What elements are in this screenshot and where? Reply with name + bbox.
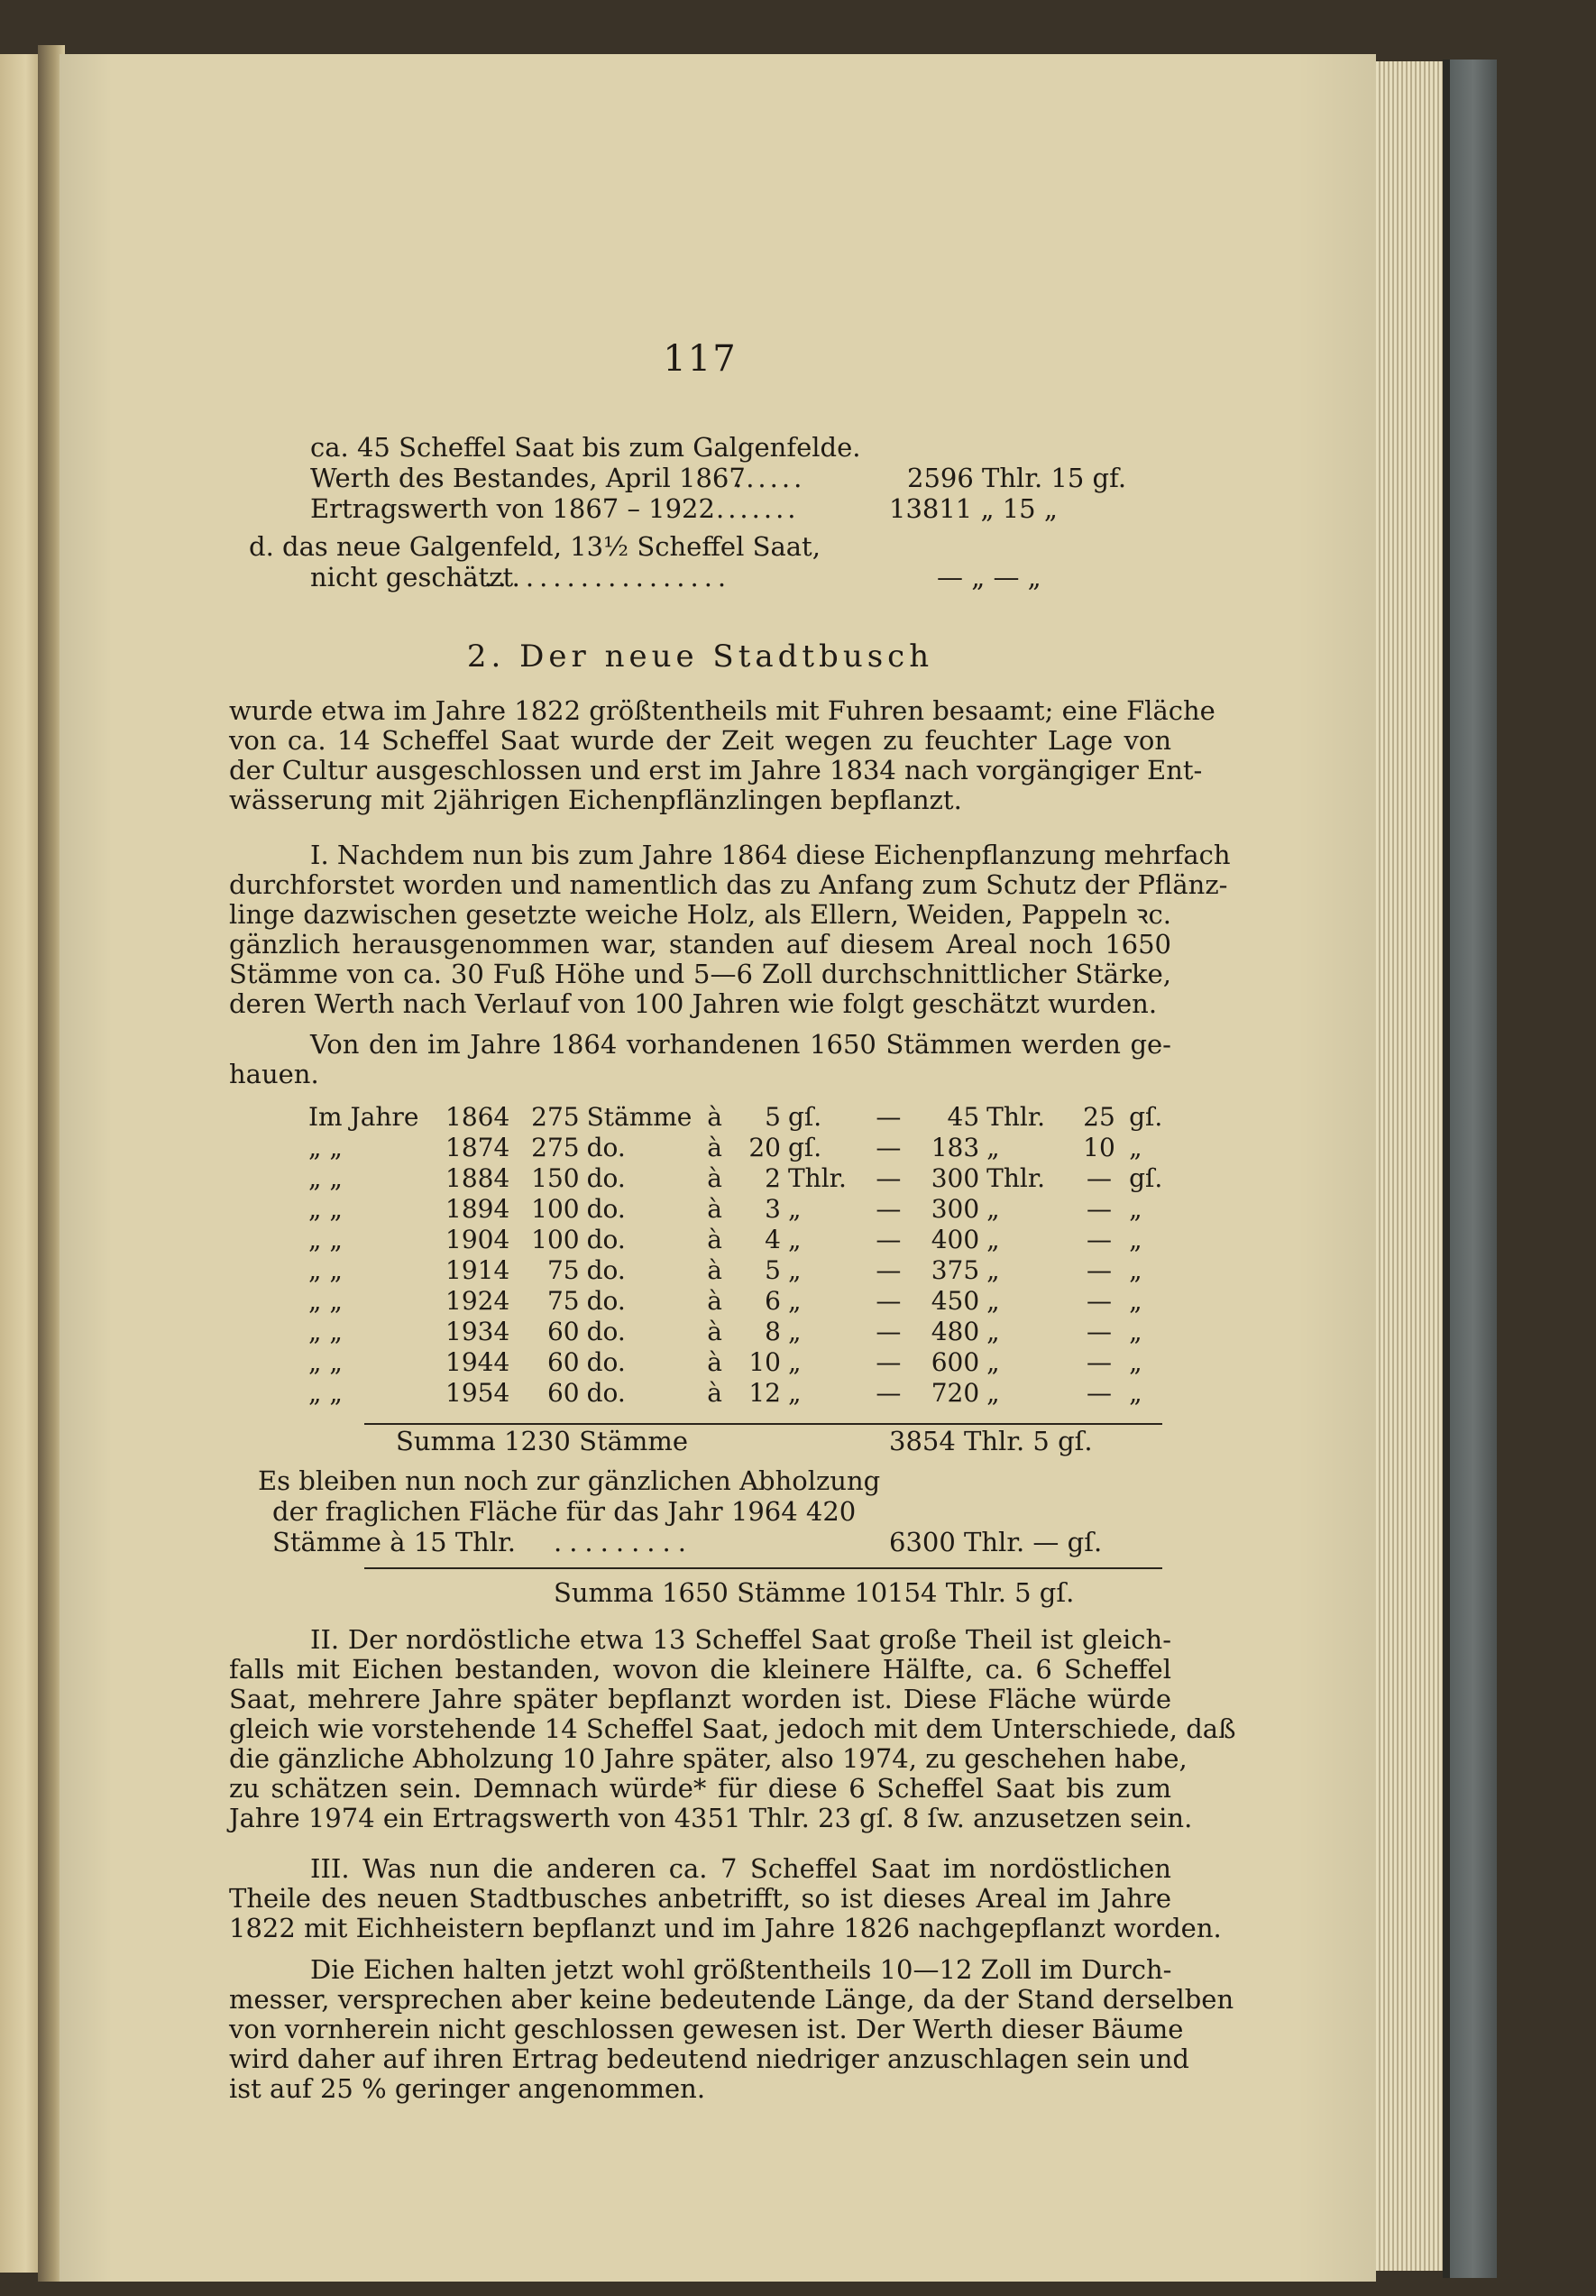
table-cell: à (707, 1102, 722, 1132)
paragraph-section-1b-first (310, 1030, 1171, 1060)
summa-value: 3854 Thlr. 5 gſ. (889, 1426, 1093, 1456)
remain-line: der fraglichen Fläche für das Jahr 1964 420 (272, 1496, 857, 1527)
entry-label: Ertragswerth von 1867 – 1922 (310, 493, 715, 524)
table-cell: „ (1129, 1194, 1142, 1224)
text-line: I. Nachdem nun bis zum Jahre 1864 diese Eichenpflanzung mehrfach (310, 840, 1231, 870)
table-cell: „ „ (308, 1225, 343, 1254)
table-cell: 45 (947, 1102, 980, 1132)
text-line: messer, versprechen aber keine bedeutende Länge, da der Stand derselben (229, 1984, 1234, 2015)
table-cell: — (876, 1194, 902, 1224)
text-line: von ca. 14 Scheffel Saat wurde der Zeit wegen zu feuchter Lage von (229, 725, 1171, 756)
facing-page-edge (0, 54, 43, 2273)
text-line: ist auf 25 % geringer angenommen. (229, 2073, 706, 2104)
table-cell: 720 (931, 1378, 980, 1408)
text-line: Stämme von ca. 30 Fuß Höhe und 5—6 Zoll durchschnittlicher Stärke, (229, 959, 1171, 989)
table-row (308, 1163, 1171, 1194)
paragraph-section-1-first (310, 840, 1231, 870)
paragraph-section-4-first (310, 1955, 1171, 1985)
table-cell: 1954 (445, 1378, 510, 1408)
text-line: durchforstet worden und namentlich das zu Anfang zum Schutz der Pflänz- (229, 869, 1228, 900)
section-heading: 2. Der neue Stadtbusch (466, 638, 934, 675)
page-number: 117 (663, 338, 738, 380)
paragraph-section-4 (229, 1984, 1234, 2104)
table-cell: Thlr. (986, 1102, 1046, 1132)
text-line: Die Eichen halten jetzt wohl größtentheils 10—12 Zoll im Durch- (310, 1954, 1172, 1985)
table-cell: „ (1129, 1255, 1142, 1285)
text-line: II. Der nordöstliche etwa 13 Scheffel Saat große Theil ist gleich- (310, 1624, 1171, 1655)
table-cell: 5 (765, 1102, 781, 1132)
table-cell: 1894 (445, 1194, 510, 1224)
table-cell: — (876, 1378, 902, 1408)
table-cell: „ „ (308, 1163, 343, 1193)
table-cell: „ (788, 1317, 802, 1346)
table-cell: „ (986, 1378, 1000, 1408)
text-line: Saat, mehrere Jahre später bepflanzt worden ist. Diese Fläche würde (229, 1684, 1171, 1714)
table-cell: 100 (531, 1194, 580, 1224)
table-cell: do. (586, 1286, 626, 1316)
table-cell: 450 (931, 1286, 980, 1316)
entry-label: Werth des Bestandes, April 1867 (310, 463, 746, 493)
table-cell: — (876, 1347, 902, 1377)
table-row (308, 1194, 1171, 1225)
sum-rule (364, 1423, 1162, 1425)
remain-label: Stämme à 15 Thlr. (272, 1527, 517, 1557)
table-cell: gſ. (1129, 1163, 1163, 1193)
entry-value: — „ — „ (937, 562, 1041, 592)
table-cell: „ (986, 1133, 1000, 1162)
table-cell: — (876, 1133, 902, 1162)
table-cell: gſ. (1129, 1102, 1163, 1132)
table-cell: Im Jahre (308, 1102, 419, 1132)
table-cell: do. (586, 1317, 626, 1346)
text-line: Theile des neuen Stadtbusches anbetrifft, so ist dieses Areal im Jahre (229, 1883, 1171, 1914)
text-line: wurde etwa im Jahre 1822 größtentheils mit Fuhren besaamt; eine Fläche (229, 695, 1215, 726)
entry-line: d. das neue Galgenfeld, 13½ Scheffel Saat, (249, 531, 821, 562)
table-cell: 300 (931, 1163, 980, 1193)
table-cell: 75 (546, 1255, 580, 1285)
table-cell: „ (1129, 1317, 1142, 1346)
table-cell: 75 (546, 1286, 580, 1316)
table-cell: 25 (1083, 1102, 1115, 1132)
table-cell: 3 (765, 1194, 781, 1224)
table-cell: — (876, 1225, 902, 1254)
table-cell: — (1086, 1347, 1112, 1377)
entry-line: ca. 45 Scheffel Saat bis zum Galgenfelde. (310, 432, 861, 463)
text-line: deren Werth nach Verlauf von 100 Jahren wie folgt geschätzt wurden. (229, 988, 1158, 1019)
table-cell: „ „ (308, 1194, 343, 1224)
table-row (308, 1347, 1171, 1378)
table-cell: 1944 (445, 1347, 510, 1377)
table-cell: à (707, 1317, 722, 1346)
paragraph-section-1b (229, 1060, 1171, 1089)
table-cell: — (876, 1317, 902, 1346)
table-row (308, 1317, 1171, 1347)
table-cell: „ (1129, 1225, 1142, 1254)
table-cell: do. (586, 1194, 626, 1224)
table-cell: 100 (531, 1225, 580, 1254)
table-cell: 600 (931, 1347, 980, 1377)
text-line: 1822 mit Eichheistern bepflanzt und im Jahre 1826 nachgepflanzt worden. (229, 1913, 1222, 1943)
table-cell: 480 (931, 1317, 980, 1346)
table-cell: — (1086, 1378, 1112, 1408)
table-cell: 10 (748, 1347, 781, 1377)
table-cell: 1914 (445, 1255, 510, 1285)
table-cell: 183 (931, 1133, 980, 1162)
table-cell: 60 (546, 1347, 580, 1377)
table-cell: 6 (765, 1286, 781, 1316)
table-cell: à (707, 1133, 722, 1162)
remain-value: 6300 Thlr. — gſ. (889, 1527, 1103, 1557)
table-cell: à (707, 1378, 722, 1408)
table-cell: „ (788, 1255, 802, 1285)
felling-table (308, 1102, 1171, 1409)
paragraph-intro (229, 695, 1215, 815)
text-line: von vornherein nicht geschlossen gewesen ist. Der Werth dieser Bäume (229, 2014, 1184, 2044)
table-cell: — (1086, 1317, 1112, 1346)
table-cell: 1904 (445, 1225, 510, 1254)
summa-total: Summa 1650 Stämme 10154 Thlr. 5 gſ. (554, 1577, 1075, 1608)
text-line: hauen. (229, 1059, 319, 1089)
table-cell: à (707, 1194, 722, 1224)
table-cell: 60 (546, 1378, 580, 1408)
table-cell: „ (986, 1347, 1000, 1377)
table-cell: à (707, 1225, 722, 1254)
table-row (308, 1133, 1171, 1163)
table-cell: 375 (931, 1255, 980, 1285)
table-cell: à (707, 1163, 722, 1193)
table-cell: „ „ (308, 1378, 343, 1408)
text-line: falls mit Eichen bestanden, wovon die kleinere Hälfte, ca. 6 Scheffel (229, 1654, 1171, 1685)
paragraph-section-2-first (310, 1625, 1171, 1655)
table-cell: gſ. (788, 1133, 822, 1162)
table-row (308, 1102, 1171, 1133)
table-cell: 1924 (445, 1286, 510, 1316)
book-cover (1450, 60, 1497, 2278)
table-cell: — (876, 1102, 902, 1132)
table-cell: do. (586, 1347, 626, 1377)
table-cell: 1864 (445, 1102, 510, 1132)
table-cell: „ (788, 1194, 802, 1224)
table-cell: — (1086, 1255, 1112, 1285)
table-cell: „ „ (308, 1133, 343, 1162)
table-cell: „ (788, 1286, 802, 1316)
table-cell: do. (586, 1378, 626, 1408)
table-cell: do. (586, 1255, 626, 1285)
remain-line: Es bleiben nun noch zur gänzlichen Abholzung (258, 1465, 881, 1496)
text-line: gänzlich herausgenommen war, standen auf diesem Areal noch 1650 (229, 929, 1171, 960)
table-cell: „ (1129, 1286, 1142, 1316)
table-cell: 10 (1083, 1133, 1115, 1162)
text-line: zu schätzen sein. Demnach würde* für diese 6 Scheffel Saat bis zum (229, 1773, 1171, 1804)
table-row (308, 1255, 1171, 1286)
text-line: Von den im Jahre 1864 vorhandenen 1650 Stämmen werden ge- (310, 1029, 1171, 1060)
table-cell: Thlr. (788, 1163, 847, 1193)
page (60, 54, 1376, 2282)
table-cell: 300 (931, 1194, 980, 1224)
table-cell: — (876, 1163, 902, 1193)
table-cell: „ „ (308, 1347, 343, 1377)
text-line: linge dazwischen gesetzte weiche Holz, als Ellern, Weiden, Pappeln ꝛc. (229, 899, 1171, 930)
text-line: die gänzliche Abholzung 10 Jahre später, also 1974, zu geschehen habe, (229, 1743, 1188, 1774)
table-cell: „ (986, 1317, 1000, 1346)
table-cell: 8 (765, 1317, 781, 1346)
table-cell: — (1086, 1194, 1112, 1224)
table-cell: 4 (765, 1225, 781, 1254)
table-row (308, 1378, 1171, 1409)
table-cell: 2 (765, 1163, 781, 1193)
paragraph-section-1 (229, 869, 1228, 1019)
table-cell: „ (1129, 1378, 1142, 1408)
table-cell: do. (586, 1133, 626, 1162)
text-line: Jahre 1974 ein Ertragswerth von 4351 Thlr. 23 gſ. 8 ſw. anzusetzen sein. (229, 1803, 1193, 1833)
table-cell: „ (986, 1225, 1000, 1254)
table-cell: „ (986, 1194, 1000, 1224)
table-cell: 1934 (445, 1317, 510, 1346)
table-cell: 150 (531, 1163, 580, 1193)
table-cell: 12 (748, 1378, 781, 1408)
entry-label: nicht geschätzt (310, 562, 514, 592)
entry-dots: ................... (471, 562, 732, 592)
paragraph-section-2 (229, 1654, 1236, 1833)
table-cell: — (1086, 1286, 1112, 1316)
text-line: gleich wie vorstehende 14 Scheffel Saat, jedoch mit dem Unterschiede, daß (229, 1713, 1236, 1744)
entry-dots: ......... (554, 1527, 693, 1557)
table-cell: „ (1129, 1133, 1142, 1162)
table-cell: à (707, 1255, 722, 1285)
summa-label: Summa 1230 Stämme (396, 1426, 689, 1456)
table-cell: — (1086, 1225, 1112, 1254)
entry-dots: ...... (734, 463, 806, 493)
table-cell: „ „ (308, 1286, 343, 1316)
table-cell: — (876, 1286, 902, 1316)
table-cell: „ (1129, 1347, 1142, 1377)
entry-value: 13811 „ 15 „ (889, 493, 1058, 524)
table-cell: „ „ (308, 1317, 343, 1346)
table-cell: 400 (931, 1225, 980, 1254)
table-cell: 20 (748, 1133, 781, 1162)
table-cell: — (876, 1255, 902, 1285)
table-cell: 5 (765, 1255, 781, 1285)
text-line: wässerung mit 2jährigen Eichenpflänzlingen bepflanzt. (229, 785, 962, 815)
table-cell: „ (986, 1255, 1000, 1285)
paragraph-section-3 (229, 1883, 1222, 1943)
table-cell: „ (788, 1225, 802, 1254)
table-cell: Stämme (586, 1102, 693, 1132)
page-stack-edges (1376, 61, 1450, 2271)
table-cell: 60 (546, 1317, 580, 1346)
table-cell: Thlr. (986, 1163, 1046, 1193)
table-cell: „ (986, 1286, 1000, 1316)
table-cell: 275 (531, 1102, 580, 1132)
table-cell: „ (788, 1347, 802, 1377)
text-line: wird daher auf ihren Ertrag bedeutend niedriger anzuschlagen sein und (229, 2043, 1189, 2074)
entry-value: 2596 Thlr. 15 gf. (907, 463, 1127, 493)
table-cell: 1874 (445, 1133, 510, 1162)
table-cell: à (707, 1286, 722, 1316)
table-row (308, 1225, 1171, 1255)
text-line: III. Was nun die anderen ca. 7 Scheffel Saat im nordöstlichen (310, 1853, 1171, 1884)
table-cell: do. (586, 1163, 626, 1193)
text-line: der Cultur ausgeschlossen und erst im Jahre 1834 nach vorgängiger Ent- (229, 755, 1203, 785)
table-cell: 1884 (445, 1163, 510, 1193)
table-cell: „ (788, 1378, 802, 1408)
table-cell: à (707, 1347, 722, 1377)
table-cell: 275 (531, 1133, 580, 1162)
table-cell: gſ. (788, 1102, 822, 1132)
sum-rule (364, 1567, 1162, 1569)
paragraph-section-3-first (310, 1854, 1171, 1884)
table-row (308, 1286, 1171, 1317)
table-cell: — (1086, 1163, 1112, 1193)
table-cell: do. (586, 1225, 626, 1254)
cover-edge (1443, 60, 1450, 2278)
table-cell: „ „ (308, 1255, 343, 1285)
entry-dots: ....... (716, 493, 800, 524)
